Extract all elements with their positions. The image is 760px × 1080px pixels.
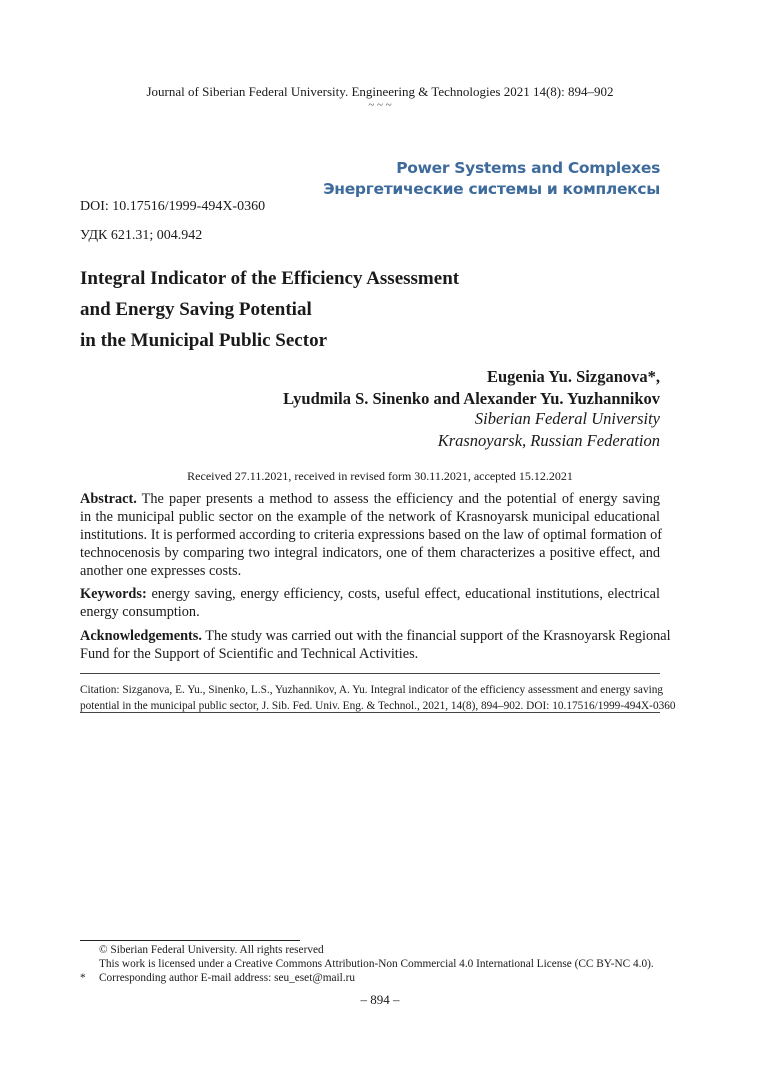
keywords (80, 585, 660, 621)
affiliation-line: Krasnoyarsk, Russian Federation (437, 431, 660, 450)
acknowledgements-line: The study was carried out with the financial support of the Krasnoyarsk Regional (201, 628, 671, 644)
paper-title (80, 263, 459, 356)
citation-line: potential in the municipal public sector, J. Sib. Fed. Univ. Eng. & Technol., 2021, 14(8), 894–902. DOI: 10.17516/1999-494X-0360 (80, 700, 676, 712)
acknowledgements-label: Acknowledgements. (80, 628, 202, 644)
divider (80, 673, 660, 674)
title-line: in the Municipal Public Sector (80, 330, 327, 351)
authors (283, 366, 660, 410)
abstract-line: another one expresses costs. (80, 563, 242, 579)
affiliation (438, 408, 660, 452)
citation-line: Citation: Sizganova, E. Yu., Sinenko, L.S., Yuzhannikov, A. Yu. Integral indicator of the efficiency assessment and energy saving (80, 684, 664, 696)
footnote-star: * (80, 972, 86, 984)
divider (80, 712, 660, 713)
section-title-en: Power Systems and Complexes (396, 159, 660, 177)
abstract-line: The paper presents a method to assess the efficiency and the potential of energy saving (136, 491, 660, 507)
udk: УДК 621.31; 004.942 (80, 228, 203, 243)
citation (80, 682, 676, 714)
acknowledgements (80, 627, 671, 663)
title-line: and Energy Saving Potential (80, 299, 312, 320)
doi: DOI: 10.17516/1999-494X-0360 (80, 199, 266, 214)
header-ornament: ~ ~ ~ (368, 99, 392, 111)
author-line: Eugenia Yu. Sizganova*, (487, 367, 660, 386)
page-number: – 894 – (360, 992, 400, 1007)
keywords-label: Keywords: (80, 586, 147, 602)
keywords-line: energy consumption. (80, 604, 200, 620)
copyright-note: © Siberian Federal University. All rights reserved (99, 944, 324, 956)
received-dates: Received 27.11.2021, received in revised form 30.11.2021, accepted 15.12.2021 (187, 469, 573, 483)
footnote-rule (80, 940, 300, 941)
abstract-line: technocenosis by comparing two integral indicators, one of them characterizes a positive effect, and (80, 545, 660, 561)
corresponding-author-note: Corresponding author E-mail address: seu_eset@mail.ru (99, 972, 356, 984)
acknowledgements-line: Fund for the Support of Scientific and Technical Activities. (80, 646, 419, 662)
author-line: Lyudmila S. Sinenko and Alexander Yu. Yuzhannikov (283, 389, 660, 408)
abstract-line: in the municipal public sector on the example of the network of Krasnoyarsk municipal educational (80, 509, 660, 525)
abstract-line: institutions. It is performed according to criteria expressions based on the law of optimal formation of (80, 527, 663, 543)
affiliation-line: Siberian Federal University (474, 409, 660, 428)
title-line: Integral Indicator of the Efficiency Assessment (80, 268, 460, 289)
section-title-ru: Энергетические системы и комплексы (323, 180, 660, 198)
keywords-line: energy saving, energy efficiency, costs, useful effect, educational institutions, electrical (146, 586, 660, 602)
abstract (80, 490, 663, 580)
license-note: This work is licensed under a Creative Commons Attribution-Non Commercial 4.0 International License (CC BY-NC 4.0). (99, 958, 654, 970)
abstract-label: Abstract. (80, 491, 137, 507)
journal-header: Journal of Siberian Federal University. Engineering & Technologies 2021 14(8): 894–902 (146, 84, 614, 99)
